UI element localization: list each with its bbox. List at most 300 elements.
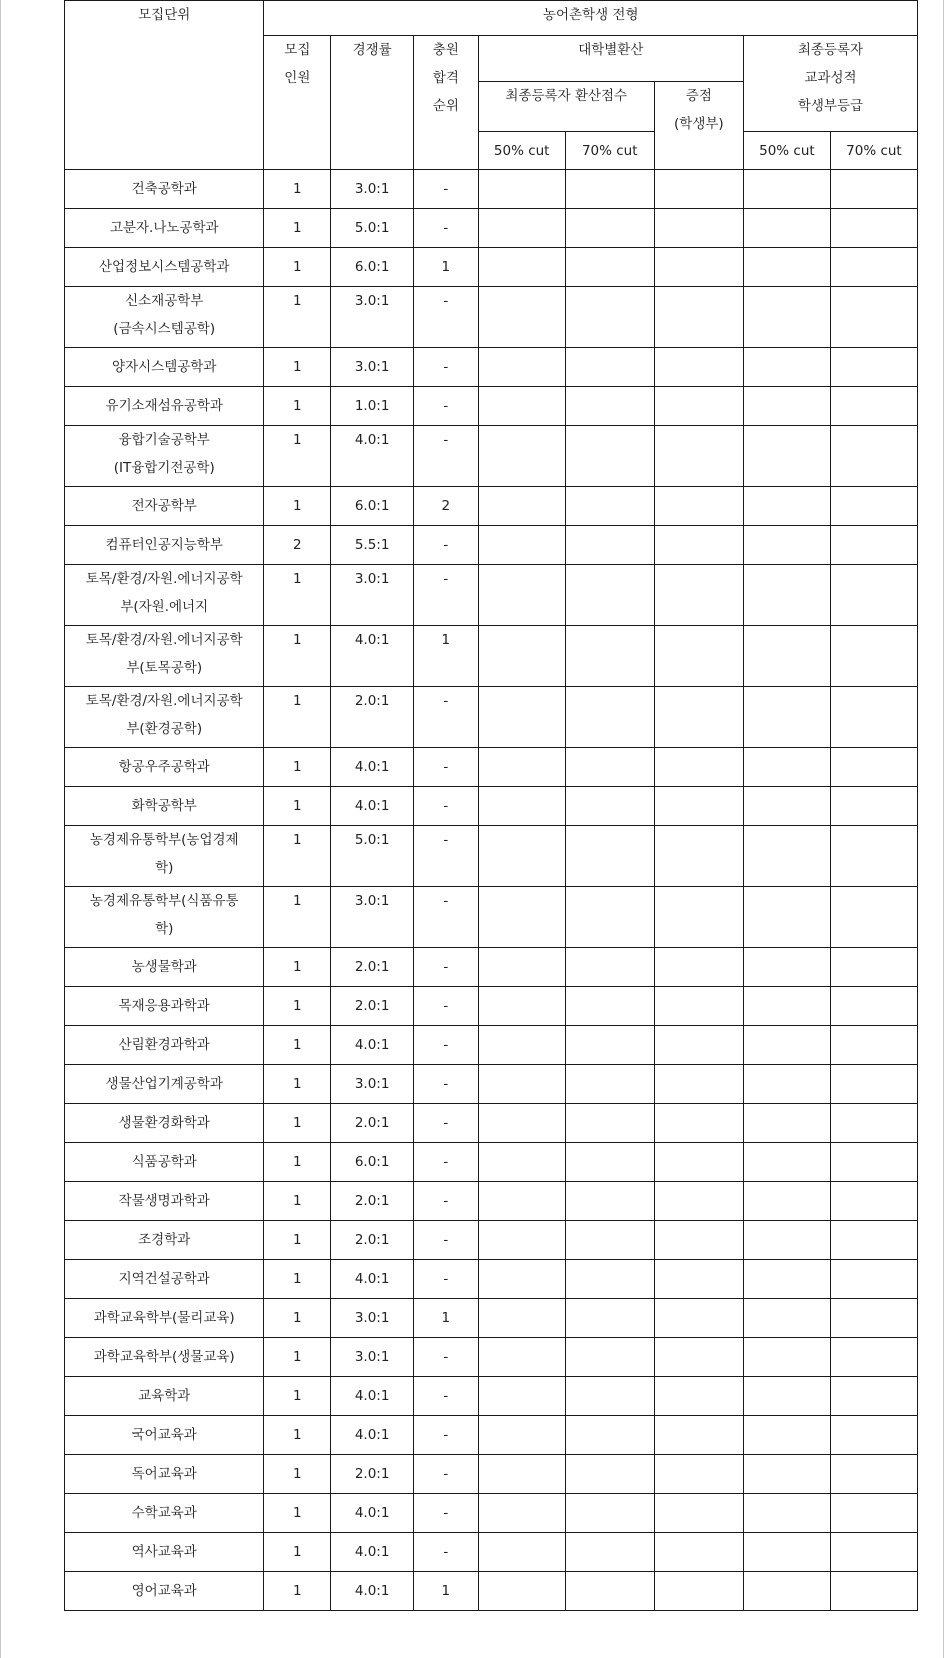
competition-cell: 6.0:1 (331, 1143, 414, 1182)
unit-cell: 토목/환경/자원.에너지공학 부(환경공학) (65, 687, 264, 748)
recruit-cell: 1 (264, 1338, 331, 1377)
header-additional: 충원 합격 순위 (414, 36, 479, 170)
table-row (65, 248, 918, 287)
recruit-cell: 1 (264, 1104, 331, 1143)
empty-cell (565, 1143, 654, 1182)
additional-rank-cell: - (414, 1494, 479, 1533)
competition-cell: 2.0:1 (331, 1221, 414, 1260)
empty-cell (565, 348, 654, 387)
header-score-cut70: 70% cut (565, 132, 654, 170)
recruit-cell: 1 (264, 426, 331, 487)
empty-cell (478, 1299, 565, 1338)
page-edge-left (0, 0, 1, 1658)
unit-cell: 토목/환경/자원.에너지공학 부(토목공학) (65, 626, 264, 687)
empty-cell (743, 1104, 830, 1143)
additional-rank-cell: - (414, 1065, 479, 1104)
empty-cell (654, 1377, 743, 1416)
empty-cell (478, 687, 565, 748)
empty-cell (830, 1377, 917, 1416)
competition-cell: 3.0:1 (331, 348, 414, 387)
table-row (65, 1377, 918, 1416)
recruit-cell: 1 (264, 887, 331, 948)
unit-cell: 영어교육과 (65, 1572, 264, 1611)
empty-cell (830, 1026, 917, 1065)
empty-cell (830, 1494, 917, 1533)
empty-cell (478, 565, 565, 626)
empty-cell (743, 348, 830, 387)
recruit-cell: 1 (264, 1299, 331, 1338)
empty-cell (743, 170, 830, 209)
table-row (65, 1182, 918, 1221)
additional-rank-cell: - (414, 1338, 479, 1377)
empty-cell (743, 987, 830, 1026)
additional-rank-cell: - (414, 787, 479, 826)
additional-rank-cell: 1 (414, 626, 479, 687)
empty-cell (478, 826, 565, 887)
competition-cell: 5.5:1 (331, 526, 414, 565)
empty-cell (478, 526, 565, 565)
empty-cell (830, 748, 917, 787)
empty-cell (654, 787, 743, 826)
empty-cell (654, 887, 743, 948)
unit-cell: 수학교육과 (65, 1494, 264, 1533)
table-row (65, 426, 918, 487)
empty-cell (830, 287, 917, 348)
empty-cell (654, 170, 743, 209)
recruit-cell: 1 (264, 1533, 331, 1572)
unit-cell: 독어교육과 (65, 1455, 264, 1494)
empty-cell (565, 1377, 654, 1416)
empty-cell (565, 287, 654, 348)
table-row (65, 887, 918, 948)
table-row (65, 687, 918, 748)
competition-cell: 1.0:1 (331, 387, 414, 426)
empty-cell (654, 387, 743, 426)
empty-cell (478, 987, 565, 1026)
empty-cell (743, 1143, 830, 1182)
header-grade-cut70: 70% cut (830, 132, 917, 170)
unit-cell: 조경학과 (65, 1221, 264, 1260)
empty-cell (565, 1182, 654, 1221)
empty-cell (478, 1377, 565, 1416)
empty-cell (565, 1338, 654, 1377)
empty-cell (743, 565, 830, 626)
empty-cell (830, 1572, 917, 1611)
additional-rank-cell: - (414, 948, 479, 987)
header-increment: 증점 (학생부) (654, 82, 743, 170)
empty-cell (830, 387, 917, 426)
empty-cell (565, 248, 654, 287)
empty-cell (743, 1221, 830, 1260)
empty-cell (654, 1221, 743, 1260)
empty-cell (565, 1572, 654, 1611)
empty-cell (830, 1260, 917, 1299)
empty-cell (565, 626, 654, 687)
empty-cell (830, 687, 917, 748)
empty-cell (654, 426, 743, 487)
recruit-cell: 1 (264, 626, 331, 687)
empty-cell (830, 248, 917, 287)
empty-cell (743, 1377, 830, 1416)
empty-cell (478, 887, 565, 948)
unit-cell: 농경제유통학부(농업경제 학) (65, 826, 264, 887)
empty-cell (565, 170, 654, 209)
additional-rank-cell: - (414, 1377, 479, 1416)
recruit-cell: 1 (264, 1377, 331, 1416)
empty-cell (830, 1143, 917, 1182)
empty-cell (478, 1494, 565, 1533)
recruit-cell: 1 (264, 170, 331, 209)
additional-rank-cell: - (414, 1143, 479, 1182)
empty-cell (478, 248, 565, 287)
table-row (65, 626, 918, 687)
recruit-cell: 1 (264, 1065, 331, 1104)
empty-cell (743, 526, 830, 565)
additional-rank-cell: - (414, 826, 479, 887)
additional-rank-cell: - (414, 209, 479, 248)
empty-cell (565, 987, 654, 1026)
empty-cell (565, 387, 654, 426)
unit-cell: 융합기술공학부 (IT융합기전공학) (65, 426, 264, 487)
empty-cell (743, 248, 830, 287)
competition-cell: 4.0:1 (331, 1494, 414, 1533)
competition-cell: 4.0:1 (331, 1416, 414, 1455)
table-row (65, 1143, 918, 1182)
unit-cell: 과학교육학부(물리교육) (65, 1299, 264, 1338)
additional-rank-cell: - (414, 1533, 479, 1572)
empty-cell (830, 826, 917, 887)
additional-rank-cell: - (414, 1260, 479, 1299)
unit-cell: 양자시스템공학과 (65, 348, 264, 387)
recruit-cell: 1 (264, 987, 331, 1026)
unit-cell: 과학교육학부(생물교육) (65, 1338, 264, 1377)
additional-rank-cell: - (414, 1221, 479, 1260)
competition-cell: 2.0:1 (331, 948, 414, 987)
additional-rank-cell: - (414, 170, 479, 209)
empty-cell (565, 826, 654, 887)
table-row (65, 748, 918, 787)
empty-cell (654, 1299, 743, 1338)
empty-cell (565, 209, 654, 248)
empty-cell (565, 1104, 654, 1143)
empty-cell (478, 1182, 565, 1221)
recruit-cell: 1 (264, 1494, 331, 1533)
unit-cell: 역사교육과 (65, 1533, 264, 1572)
unit-cell: 항공우주공학과 (65, 748, 264, 787)
empty-cell (478, 170, 565, 209)
recruit-cell: 1 (264, 1416, 331, 1455)
additional-rank-cell: - (414, 1455, 479, 1494)
empty-cell (565, 1299, 654, 1338)
competition-cell: 3.0:1 (331, 1338, 414, 1377)
empty-cell (654, 1416, 743, 1455)
additional-rank-cell: - (414, 687, 479, 748)
empty-cell (654, 987, 743, 1026)
empty-cell (478, 1338, 565, 1377)
recruit-cell: 1 (264, 948, 331, 987)
competition-cell: 4.0:1 (331, 787, 414, 826)
additional-rank-cell: 1 (414, 248, 479, 287)
additional-rank-cell: - (414, 348, 479, 387)
unit-cell: 생물환경화학과 (65, 1104, 264, 1143)
table-row (65, 987, 918, 1026)
empty-cell (565, 487, 654, 526)
recruit-cell: 1 (264, 248, 331, 287)
empty-cell (478, 487, 565, 526)
empty-cell (830, 1299, 917, 1338)
empty-cell (478, 209, 565, 248)
header-score-cut50: 50% cut (478, 132, 565, 170)
table-row (65, 287, 918, 348)
table-row (65, 526, 918, 565)
recruit-cell: 1 (264, 565, 331, 626)
table-row (65, 1026, 918, 1065)
table-row (65, 787, 918, 826)
empty-cell (830, 565, 917, 626)
empty-cell (743, 787, 830, 826)
table-body (65, 170, 918, 1611)
empty-cell (654, 287, 743, 348)
empty-cell (478, 348, 565, 387)
empty-cell (830, 1533, 917, 1572)
competition-cell: 2.0:1 (331, 687, 414, 748)
recruit-cell: 1 (264, 287, 331, 348)
table-row (65, 1533, 918, 1572)
header-competition: 경쟁률 (331, 36, 414, 170)
empty-cell (565, 787, 654, 826)
unit-cell: 교육학과 (65, 1377, 264, 1416)
empty-cell (565, 1065, 654, 1104)
empty-cell (830, 1338, 917, 1377)
empty-cell (478, 1221, 565, 1260)
recruit-cell: 1 (264, 1026, 331, 1065)
competition-cell: 3.0:1 (331, 887, 414, 948)
table-row (65, 348, 918, 387)
competition-cell: 2.0:1 (331, 1455, 414, 1494)
empty-cell (743, 1065, 830, 1104)
competition-cell: 6.0:1 (331, 248, 414, 287)
empty-cell (743, 687, 830, 748)
table-row (65, 1494, 918, 1533)
empty-cell (743, 1494, 830, 1533)
empty-cell (654, 565, 743, 626)
empty-cell (830, 1455, 917, 1494)
competition-cell: 4.0:1 (331, 626, 414, 687)
empty-cell (565, 565, 654, 626)
empty-cell (478, 1455, 565, 1494)
empty-cell (565, 1533, 654, 1572)
empty-cell (743, 1416, 830, 1455)
empty-cell (830, 787, 917, 826)
competition-cell: 4.0:1 (331, 1572, 414, 1611)
empty-cell (478, 1533, 565, 1572)
empty-cell (654, 348, 743, 387)
empty-cell (743, 748, 830, 787)
empty-cell (565, 526, 654, 565)
empty-cell (654, 948, 743, 987)
header-grade-cut50: 50% cut (743, 132, 830, 170)
empty-cell (654, 1104, 743, 1143)
unit-cell: 컴퓨터인공지능학부 (65, 526, 264, 565)
empty-cell (478, 748, 565, 787)
empty-cell (743, 1533, 830, 1572)
header-unit: 모집단위 (65, 1, 264, 170)
admission-results-table (64, 0, 918, 1611)
table-row (65, 1338, 918, 1377)
table-row (65, 209, 918, 248)
additional-rank-cell: - (414, 1026, 479, 1065)
empty-cell (743, 209, 830, 248)
empty-cell (654, 1572, 743, 1611)
empty-cell (478, 1104, 565, 1143)
recruit-cell: 1 (264, 387, 331, 426)
empty-cell (743, 887, 830, 948)
additional-rank-cell: 2 (414, 487, 479, 526)
unit-cell: 전자공학부 (65, 487, 264, 526)
competition-cell: 5.0:1 (331, 209, 414, 248)
unit-cell: 토목/환경/자원.에너지공학 부(자원.에너지 (65, 565, 264, 626)
recruit-cell: 1 (264, 487, 331, 526)
empty-cell (654, 1494, 743, 1533)
table-row (65, 1416, 918, 1455)
table-row (65, 1572, 918, 1611)
empty-cell (830, 626, 917, 687)
unit-cell: 작물생명과학과 (65, 1182, 264, 1221)
competition-cell: 3.0:1 (331, 1065, 414, 1104)
unit-cell: 유기소재섬유공학과 (65, 387, 264, 426)
recruit-cell: 2 (264, 526, 331, 565)
empty-cell (654, 1182, 743, 1221)
empty-cell (565, 426, 654, 487)
empty-cell (743, 826, 830, 887)
empty-cell (830, 887, 917, 948)
empty-cell (654, 1026, 743, 1065)
unit-cell: 생물산업기계공학과 (65, 1065, 264, 1104)
empty-cell (565, 948, 654, 987)
competition-cell: 4.0:1 (331, 748, 414, 787)
table-row (65, 1260, 918, 1299)
unit-cell: 지역건설공학과 (65, 1260, 264, 1299)
recruit-cell: 1 (264, 787, 331, 826)
empty-cell (478, 626, 565, 687)
empty-cell (830, 487, 917, 526)
empty-cell (654, 1533, 743, 1572)
unit-cell: 건축공학과 (65, 170, 264, 209)
header-univ-conversion: 대학별환산 (478, 36, 743, 82)
additional-rank-cell: - (414, 387, 479, 426)
empty-cell (654, 748, 743, 787)
empty-cell (654, 1455, 743, 1494)
competition-cell: 3.0:1 (331, 287, 414, 348)
competition-cell: 5.0:1 (331, 826, 414, 887)
competition-cell: 4.0:1 (331, 1377, 414, 1416)
unit-cell: 농경제유통학부(식품유통 학) (65, 887, 264, 948)
competition-cell: 3.0:1 (331, 1299, 414, 1338)
header-final-grade: 최종등록자 교과성적 학생부등급 (743, 36, 917, 132)
empty-cell (565, 1221, 654, 1260)
additional-rank-cell: - (414, 526, 479, 565)
header-group: 농어촌학생 전형 (264, 1, 918, 36)
table-row (65, 565, 918, 626)
empty-cell (743, 426, 830, 487)
empty-cell (743, 1299, 830, 1338)
unit-cell: 목재응용과학과 (65, 987, 264, 1026)
competition-cell: 4.0:1 (331, 1026, 414, 1065)
empty-cell (565, 687, 654, 748)
competition-cell: 3.0:1 (331, 170, 414, 209)
unit-cell: 고분자.나노공학과 (65, 209, 264, 248)
empty-cell (654, 209, 743, 248)
empty-cell (743, 487, 830, 526)
empty-cell (830, 1221, 917, 1260)
empty-cell (565, 1026, 654, 1065)
table-row (65, 487, 918, 526)
competition-cell: 3.0:1 (331, 565, 414, 626)
competition-cell: 2.0:1 (331, 987, 414, 1026)
empty-cell (743, 626, 830, 687)
recruit-cell: 1 (264, 348, 331, 387)
additional-rank-cell: 1 (414, 1299, 479, 1338)
additional-rank-cell: - (414, 1104, 479, 1143)
table-row (65, 1299, 918, 1338)
table-row (65, 1104, 918, 1143)
unit-cell: 국어교육과 (65, 1416, 264, 1455)
recruit-cell: 1 (264, 687, 331, 748)
recruit-cell: 1 (264, 1455, 331, 1494)
recruit-cell: 1 (264, 1182, 331, 1221)
empty-cell (654, 1143, 743, 1182)
empty-cell (654, 1260, 743, 1299)
table-row (65, 170, 918, 209)
empty-cell (654, 687, 743, 748)
empty-cell (565, 748, 654, 787)
additional-rank-cell: - (414, 426, 479, 487)
empty-cell (654, 826, 743, 887)
empty-cell (830, 987, 917, 1026)
table-row (65, 387, 918, 426)
empty-cell (830, 348, 917, 387)
table-row (65, 826, 918, 887)
empty-cell (743, 287, 830, 348)
empty-cell (478, 1572, 565, 1611)
empty-cell (830, 526, 917, 565)
empty-cell (478, 387, 565, 426)
empty-cell (478, 1065, 565, 1104)
empty-cell (743, 1338, 830, 1377)
table-row (65, 1455, 918, 1494)
additional-rank-cell: - (414, 287, 479, 348)
empty-cell (565, 1455, 654, 1494)
empty-cell (654, 626, 743, 687)
empty-cell (830, 1182, 917, 1221)
empty-cell (654, 1065, 743, 1104)
unit-cell: 식품공학과 (65, 1143, 264, 1182)
table-header (65, 1, 918, 170)
empty-cell (743, 1260, 830, 1299)
additional-rank-cell: - (414, 987, 479, 1026)
empty-cell (565, 1416, 654, 1455)
empty-cell (478, 948, 565, 987)
empty-cell (478, 287, 565, 348)
empty-cell (743, 1026, 830, 1065)
unit-cell: 농생물학과 (65, 948, 264, 987)
recruit-cell: 1 (264, 209, 331, 248)
empty-cell (565, 1260, 654, 1299)
recruit-cell: 1 (264, 1260, 331, 1299)
empty-cell (830, 209, 917, 248)
additional-rank-cell: - (414, 748, 479, 787)
additional-rank-cell: - (414, 887, 479, 948)
